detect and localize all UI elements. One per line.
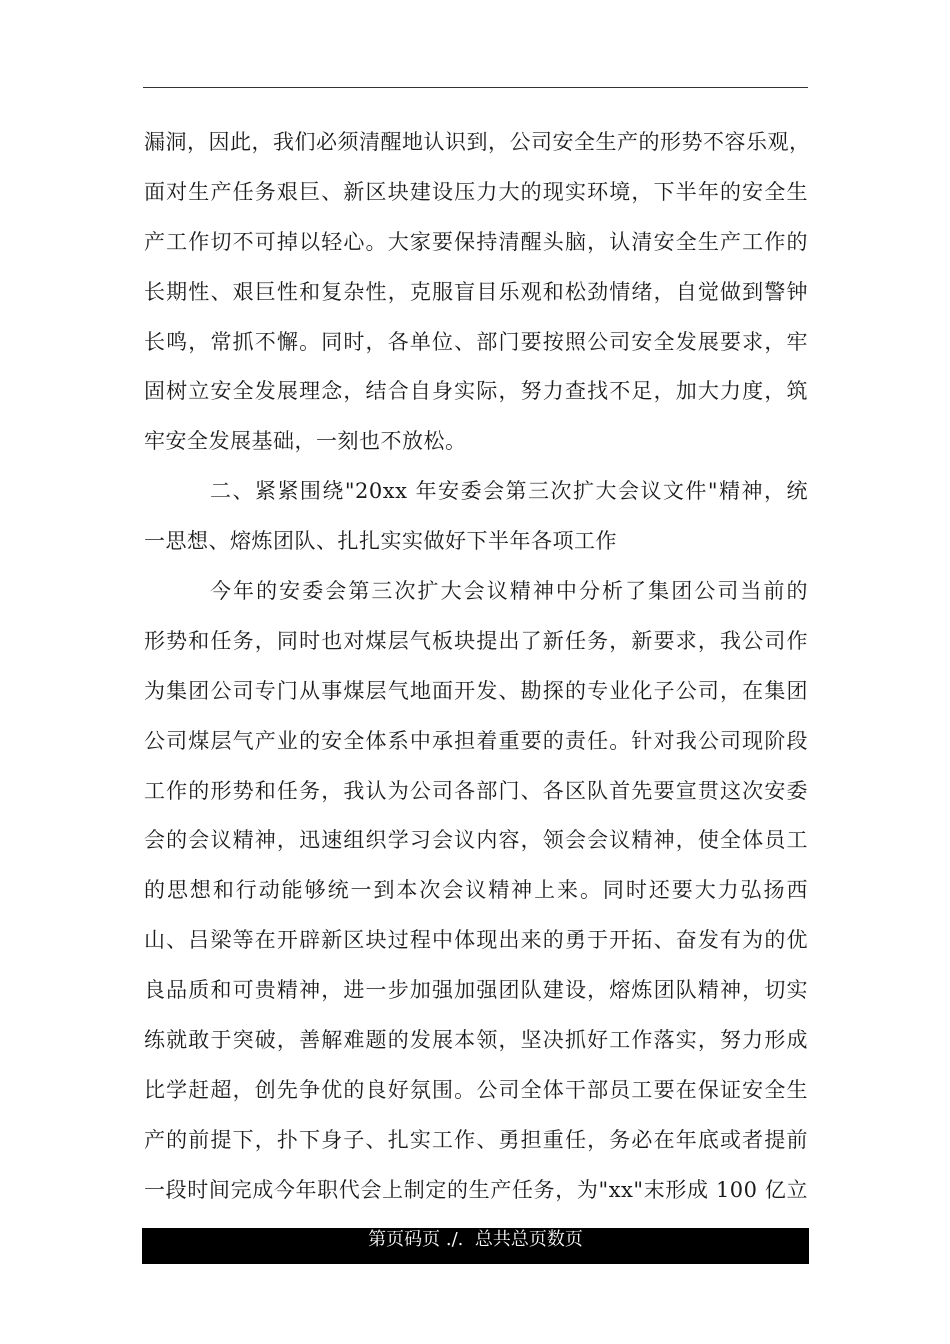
text-line: 山、吕梁等在开辟新区块过程中体现出来的勇于开拓、奋发有为的优 [144,928,808,953]
text-line: 为集团公司专门从事煤层气地面开发、勘探的专业化子公司，在集团 [144,678,808,703]
text-line: 今年的安委会第三次扩大会议精神中分析了集团公司当前的 [210,579,808,604]
text-line: 练就敢于突破，善解难题的发展本领，坚决抓好工作落实，努力形成 [144,1028,808,1053]
text-line: 形势和任务，同时也对煤层气板块提出了新任务，新要求，我公司作 [144,628,808,653]
text-line: 的思想和行动能够统一到本次会议精神上来。同时还要大力弘扬西 [144,878,808,903]
text-line: 会的会议精神，迅速组织学习会议内容，领会会议精神，使全体员工 [144,828,808,853]
text-line: 一思想、熔炼团队、扎扎实实做好下半年各项工作 [144,529,617,554]
header-rule [143,87,808,88]
text-line: 漏洞，因此，我们必须清醒地认识到，公司安全生产的形势不容乐观， [144,130,811,154]
text-line: 产的前提下，扑下身子、扎实工作、勇担重任，务必在年底或者提前 [144,1127,808,1152]
page-footer [142,1228,809,1264]
text-line: 工作的形势和任务，我认为公司各部门、各区队首先要宣贯这次安委 [144,778,808,803]
text-line: 产工作切不可掉以轻心。大家要保持清醒头脑，认清安全生产工作的 [144,229,808,254]
text-line: 长期性、艰巨性和复杂性，克服盲目乐观和松劲情绪，自觉做到警钟 [144,279,808,304]
text-line: 比学赶超，创先争优的良好氛围。公司全体干部员工要在保证安全生 [144,1077,808,1102]
document-body [144,118,811,1216]
text-line: 一段时间完成今年职代会上制定的生产任务，为"xx"末形成 100 亿立 [144,1177,808,1202]
text-line: 面对生产任务艰巨、新区块建设压力大的现实环境，下半年的安全生 [144,179,808,204]
footer-page-label: 第页码页 ./. 总共总页数页 [368,1229,583,1250]
text-line: 固树立安全发展理念，结合自身实际，努力查找不足，加大力度，筑 [144,379,808,404]
text-line: 二、紧紧围绕"20xx 年安委会第三次扩大会议文件"精神，统 [210,479,808,504]
text-line: 良品质和可贵精神，进一步加强加强团队建设，熔炼团队精神，切实 [144,978,808,1003]
text-line: 长鸣，常抓不懈。同时，各单位、部门要按照公司安全发展要求，牢 [144,329,808,354]
text-line: 牢安全发展基础，一刻也不放松。 [144,429,467,454]
text-line: 公司煤层气产业的安全体系中承担着重要的责任。针对我公司现阶段 [144,728,808,753]
